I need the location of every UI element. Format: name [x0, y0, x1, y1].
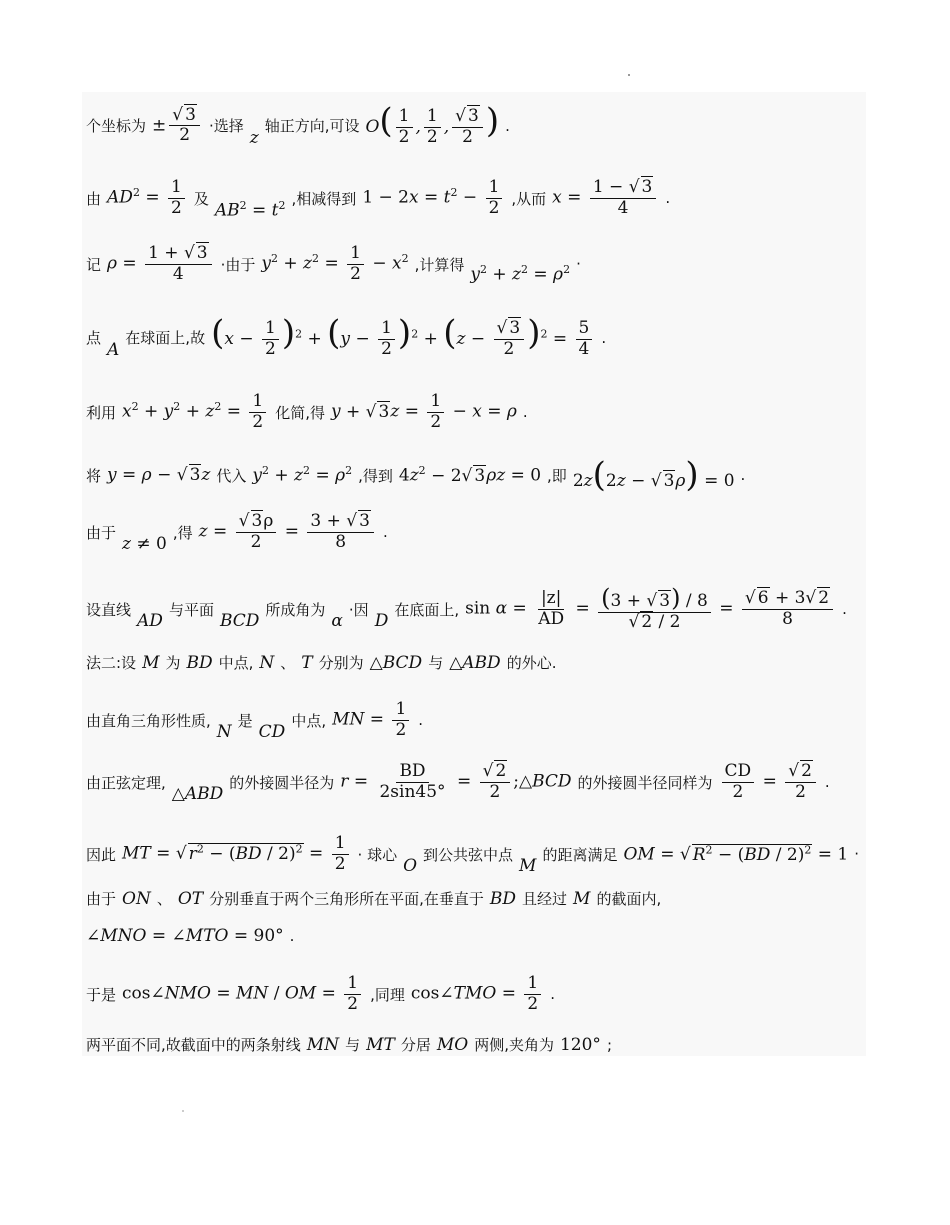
line-8: 设直线 AD 与平面 BCD 所成角为 α ·因 D 在底面上, sin α = $\frac{|z|}{AD}$ = $\frac{(3 + √ 3) / 8}{√ 2 / 2}$ = $\frac{√ 6 + 3√ 2}{8}$ .: [86, 584, 847, 632]
document-sheet: [82, 92, 866, 1056]
line-10: 由直角三角形性质, N 是 CD 中点, MN = $\frac{1}{2}$ .: [86, 699, 424, 743]
line-15: 于是 cos∠NMO = MN / OM = $\frac{1}{2}$ ,同理 cos∠TMO = $\frac{1}{2}$ .: [86, 973, 555, 1014]
line-5: 利用 $x^2 + y^2 + z^2$ = $\frac{1}{2}$ 化简,得 y + √ 3z = $\frac{1}{2}$ − x = ρ .: [86, 391, 528, 432]
line-2: 由 $AD^2$ = $\frac{1}{2}$ 及 $AB^2 = t^2$ ,相减得到 $1 - 2x = t^2$ − $\frac{1}{2}$ ,从而 x = $\frac{1 - √ 3}{4}$ .: [86, 177, 671, 221]
speck: [628, 74, 630, 76]
line-1: 个坐标为 ± $\frac{√ 3}{2}$ ·选择 z 轴正方向,可设 O( $\frac{1}{2}$ , $\frac{1}{2}$ , $\frac{√ 3}{2}$ ) .: [86, 101, 510, 148]
line-16: 两平面不同,故截面中的两条射线 MN 与 MT 分居 MO 两侧,夹角为 120° ;: [86, 1034, 612, 1055]
line-14: ∠MNO = ∠MTO = 90° .: [86, 926, 295, 946]
speck: [182, 1110, 184, 1112]
line-13: 由于 ON 、 OT 分别垂直于两个三角形所在平面,在垂直于 BD 且经过 M 的截面内,: [86, 888, 662, 909]
line-6: 将 y = ρ − √ 3z 代入 $y^2 + z^2 = \rho^2$ ,得到 $4z^2 - 2√$ 3ρz = 0 ,即 2z(2z − √ 3ρ) = 0 .: [86, 455, 746, 495]
line-3: 记 ρ = $\frac{1 + √ 3}{4}$ ·由于 $y^2 + z^2$ = $\frac{1}{2}$ − $x^2$ ,计算得 $y^2 + z^2 = \rho^2$ ·: [86, 243, 581, 285]
line-7: 由于 z ≠ 0 ,得 z = $\frac{√ 3\rho}{2}$ = $\frac{3 + √ 3}{8}$ .: [86, 511, 388, 555]
line-12: 因此 MT = √ $r^2 - (BD / 2)^2$ = $\frac{1}{2}$ · 球心 O 到公共弦中点 M 的距离满足 OM = √ $R^2 - (BD / 2)^2 = 1$ ·: [86, 833, 860, 877]
line-11: 由正弦定理, △ABD 的外接圆半径为 r = $\frac{BD}{2\sin 45^\circ}$ = $\frac{√ 2}{2}$ ;△BCD 的外接圆半径同样为 $\frac{CD}{2}$ = $\frac{√ 2}{2}$ .: [86, 761, 830, 805]
line-9: 法二:设 M 为 BD 中点, N 、 T 分别为 △BCD 与 △ABD 的外心.: [86, 652, 557, 673]
line-4: 点 A 在球面上,故 (x − $\frac{1}{2}$ )$^2$ + (y − $\frac{1}{2}$ )$^2$ + (z − $\frac{√ 3}{2}$ )$^2$ = $\frac{5}{4}$ .: [86, 313, 607, 360]
